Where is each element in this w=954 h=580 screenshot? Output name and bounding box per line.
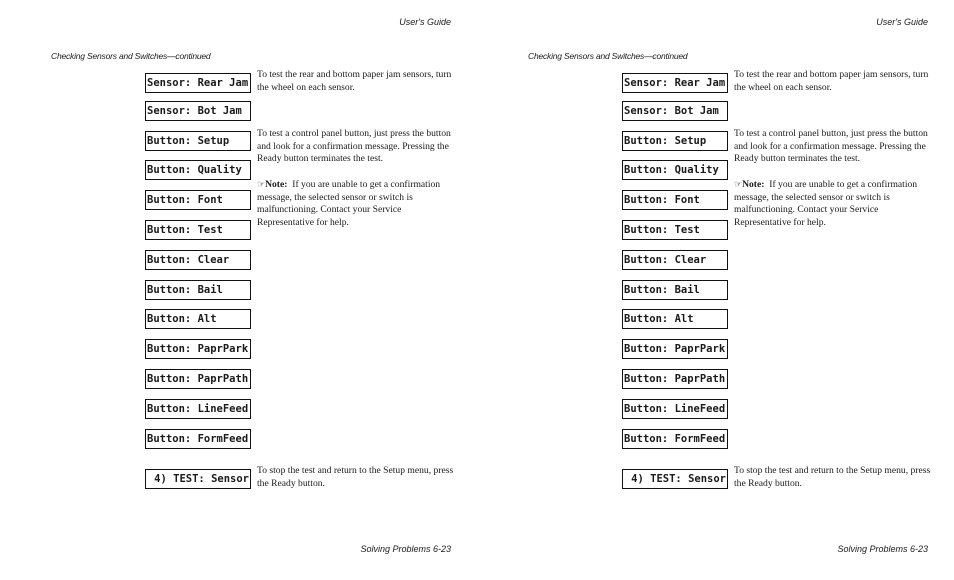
lcd-button-test: Button: Test (145, 220, 251, 240)
lcd-button-formfeed: Button: FormFeed (622, 429, 728, 449)
note-label: Note: (742, 179, 765, 190)
desc-stop-text: To stop the test and return to the Setup menu, press the Ready button. (734, 465, 931, 489)
desc-sensor-test (257, 69, 457, 94)
lcd-status-test-sensor: 4) TEST: Sensor (145, 469, 251, 489)
lcd-status-test-sensor: 4) TEST: Sensor (622, 469, 728, 489)
desc-sensor-text: To test the rear and bottom paper jam sensors, turn the wheel on each sensor. (257, 69, 452, 93)
lcd-button-clear: Button: Clear (622, 250, 728, 270)
note-text: If you are unable to get a confirmation message, the selected sensor or switch is malfunctioning. Contact your Service Representative for help. (734, 179, 918, 228)
note-block (734, 178, 934, 229)
lcd-button-setup: Button: Setup (145, 131, 251, 151)
note-block (257, 178, 457, 229)
desc-button-text: To test a control panel button, just press the button and look for a confirmation message. Pressing the Ready button terminates the test. (257, 128, 451, 164)
page-footer: Solving Problems 6-23 (837, 544, 928, 554)
lcd-button-paprpark: Button: PaprPark (145, 339, 251, 359)
lcd-button-paprpark: Button: PaprPark (622, 339, 728, 359)
running-header: User's Guide (399, 17, 451, 27)
page-footer: Solving Problems 6-23 (360, 544, 451, 554)
lcd-button-linefeed: Button: LineFeed (145, 399, 251, 419)
lcd-button-quality: Button: Quality (622, 160, 728, 180)
lcd-button-alt: Button: Alt (622, 309, 728, 329)
section-title: Checking Sensors and Switches—continued (51, 51, 211, 61)
desc-button-test (734, 128, 934, 166)
lcd-button-clear: Button: Clear (145, 250, 251, 270)
running-header: User's Guide (876, 17, 928, 27)
note-text: If you are unable to get a confirmation message, the selected sensor or switch is malfunctioning. Contact your Service Representative for help. (257, 179, 441, 228)
lcd-button-test: Button: Test (622, 220, 728, 240)
lcd-button-paprpath: Button: PaprPath (145, 369, 251, 389)
desc-stop-text: To stop the test and return to the Setup menu, press the Ready button. (257, 465, 454, 489)
desc-stop-test (734, 465, 934, 490)
lcd-sensor-bot-jam: Sensor: Bot Jam (622, 101, 728, 121)
section-title: Checking Sensors and Switches—continued (528, 51, 688, 61)
desc-sensor-test (734, 69, 934, 94)
desc-button-text: To test a control panel button, just press the button and look for a confirmation message. Pressing the Ready button terminates the test. (734, 128, 928, 164)
lcd-button-font: Button: Font (622, 190, 728, 210)
note-label: Note: (265, 179, 288, 190)
lcd-button-bail: Button: Bail (622, 280, 728, 300)
desc-button-test (257, 128, 457, 166)
lcd-button-quality: Button: Quality (145, 160, 251, 180)
lcd-button-formfeed: Button: FormFeed (145, 429, 251, 449)
lcd-button-linefeed: Button: LineFeed (622, 399, 728, 419)
lcd-button-paprpath: Button: PaprPath (622, 369, 728, 389)
lcd-button-setup: Button: Setup (622, 131, 728, 151)
desc-stop-test (257, 465, 457, 490)
right-page (477, 0, 954, 580)
lcd-sensor-rear-jam: Sensor: Rear Jam (145, 73, 251, 93)
pointing-hand-icon: ☞ (734, 179, 743, 189)
lcd-sensor-rear-jam: Sensor: Rear Jam (622, 73, 728, 93)
lcd-button-alt: Button: Alt (145, 309, 251, 329)
lcd-button-bail: Button: Bail (145, 280, 251, 300)
lcd-sensor-bot-jam: Sensor: Bot Jam (145, 101, 251, 121)
lcd-button-font: Button: Font (145, 190, 251, 210)
pointing-hand-icon: ☞ (257, 179, 266, 189)
desc-sensor-text: To test the rear and bottom paper jam sensors, turn the wheel on each sensor. (734, 69, 929, 93)
